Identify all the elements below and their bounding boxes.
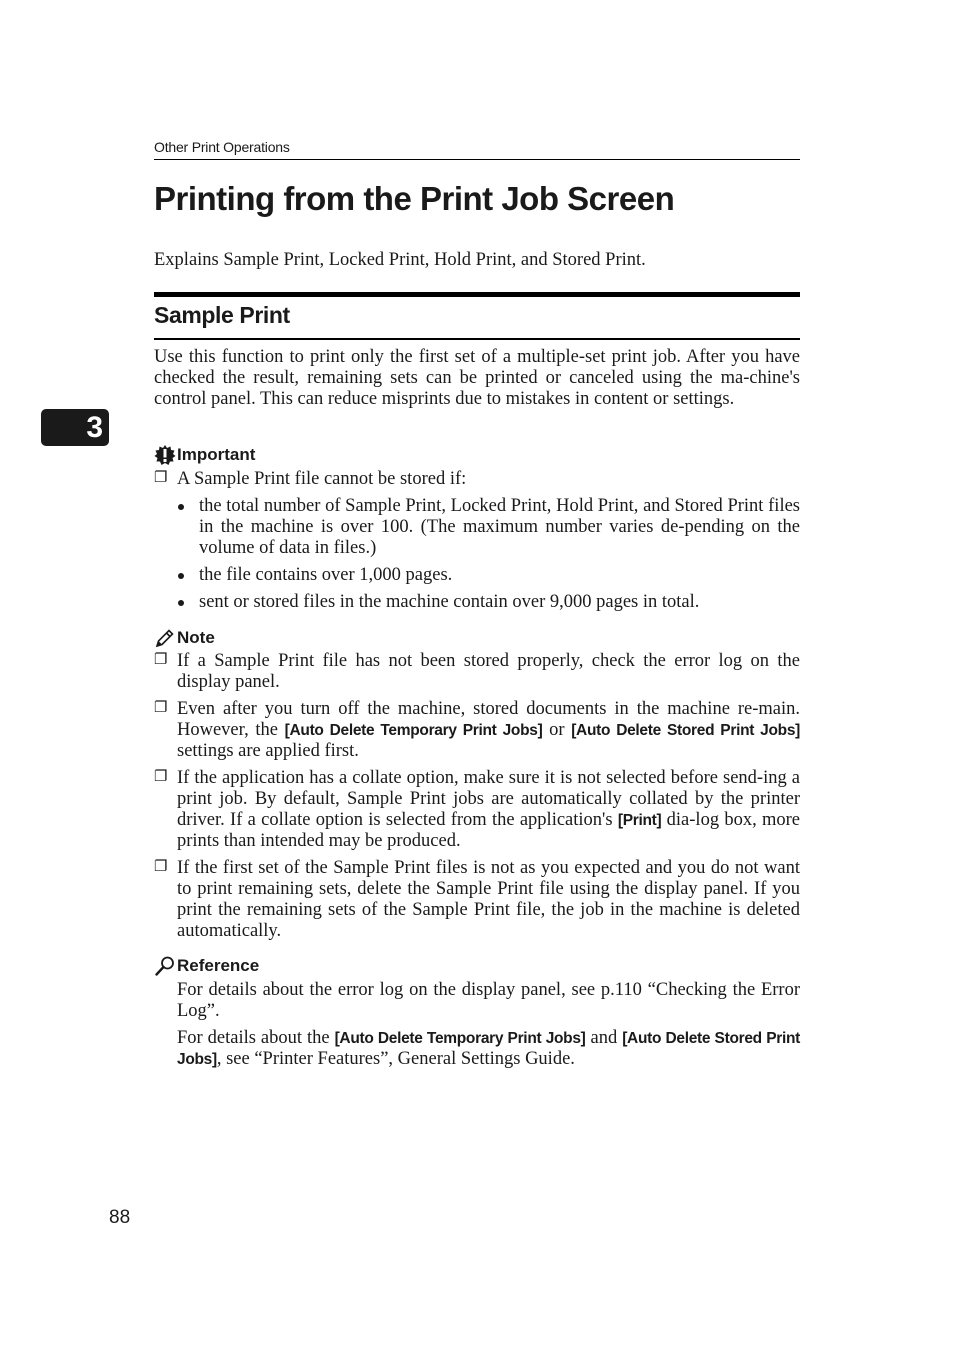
intro-text: Explains Sample Print, Locked Print, Hold Print, and Stored Print. [154,250,646,270]
important-icon [154,444,176,466]
important-bullet: the total number of Sample Print, Locked Print, Hold Print, and Stored Print files in the machine is over 100. (The maximum number varies de-pending on the volume of data in files.) [199,496,800,558]
section-body: Use this function to print only the first set of a multiple-set print job. After you have checked the result, remaining sets can be printed or canceled using the ma-chine's control panel. This can reduce misprints due to mistakes in content or settings. [154,347,800,409]
setting-name: [Auto Delete Temporary Print Jobs] [284,722,543,739]
page-title: Printing from the Print Job Screen [154,180,675,217]
note-item: If a Sample Print file has not been stored properly, check the error log on the display panel. [177,651,800,692]
pencil-icon [154,627,176,649]
setting-name: [Auto Delete Temporary Print Jobs] [334,1030,586,1047]
header-rule [154,159,800,160]
bullet-icon [178,504,184,510]
page-number: 88 [109,1207,131,1228]
important-label [154,444,255,466]
checkbox-icon: ❐ [154,652,168,668]
checkbox-icon: ❐ [154,859,168,875]
setting-name: [Auto Delete Stored Print Jobs] [571,722,800,739]
reference-text: For details about the [Auto Delete Temporary Print Jobs] and [Auto Delete Stored Print Jobs], see “Printer Features”, General Settings Guide. [177,1028,800,1069]
note-item: Even after you turn off the machine, stored documents in the machine re-main. However, the [Auto Delete Temporary Print Jobs] or [Auto Delete Stored Print Jobs] settings are applied first. [177,699,800,761]
checkbox-icon: ❐ [154,470,168,486]
setting-name: [Auto Delete Stored Print Jobs] [177,1030,800,1068]
chapter-number: 3 [86,411,103,444]
bullet-icon [178,573,184,579]
note-label-text: Note [177,628,215,647]
important-item: A Sample Print file cannot be stored if: [177,469,467,489]
important-bullet: the file contains over 1,000 pages. [199,565,453,585]
note-label [154,627,215,649]
checkbox-icon: ❐ [154,769,168,785]
bullet-icon [178,600,184,606]
important-bullet: sent or stored files in the machine contain over 9,000 pages in total. [199,592,700,612]
note-item: If the application has a collate option, make sure it is not selected before send-ing a print job. By default, Sample Print jobs are automatically collated by the printer driver. If a collate option is selected from the application's [Print] dia-log box, more prints than intended may be produced. [177,768,801,851]
dialog-name: [Print] [617,812,662,829]
section-rule-top [154,292,800,297]
reference-text: For details about the error log on the display panel, see p.110 “Checking the Error Log”. [177,980,800,1021]
reference-label-text: Reference [177,956,260,975]
checkbox-icon: ❐ [154,700,168,716]
section-title: Sample Print [154,302,290,328]
important-label-text: Important [177,445,256,464]
chapter-tab [41,409,109,446]
running-header: Other Print Operations [154,139,290,155]
magnifier-icon [154,955,176,977]
note-item: If the first set of the Sample Print files is not as you expected and you do not want to print remaining sets, delete the Sample Print file using the display panel. If you print the remaining sets of the Sample Print file, the job in the machine is deleted automatically. [177,858,800,941]
reference-label [154,955,259,977]
section-rule-bottom [154,338,800,340]
